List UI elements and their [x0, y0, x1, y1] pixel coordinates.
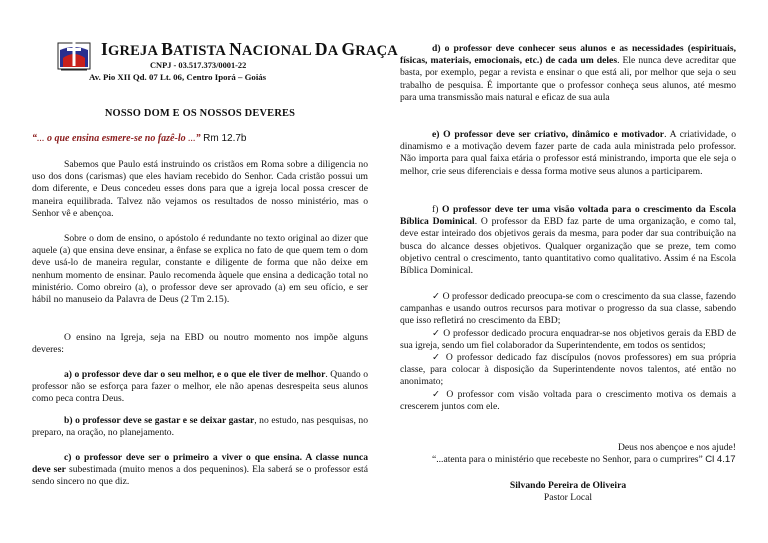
paragraph-intro: Sabemos que Paulo está instruindo os cristãos em Roma sobre a diligencia no uso dos dons (carismas) que eles haviam recebido do Senhor. Cada cristão possui um dom diferente, e Deus concedeu esses dons para que a igreja local possa crescer de maneira equilibrada. Talvez não vejamos os resultados de nosso ministério, mas o Senhor vê e abençoa. — [32, 159, 368, 219]
signer-name: Silvando Pereira de Oliveira — [509, 480, 627, 491]
signature-block — [400, 480, 736, 504]
check-icon: ✓ — [432, 388, 442, 400]
list-item: ✓ O professor dedicado preocupa-se com o crescimento da sua classe, fazendo campanhas e usando outros recursos para motivar o progresso da sua classe, sabendo que isso refletirá no crescimento da EBD; — [400, 291, 736, 327]
duty-c: c) o professor deve ser o primeiro a viver o que ensina. A classe nunca deve ser subestimada (muito menos a dos pequeninos). Ela saberá se o professor está sendo sincero no que diz. — [32, 452, 368, 488]
epigraph-quote: “... o que ensina esmere-se no fazê-lo ...” — [32, 133, 201, 144]
duty-d: d) o professor deve conhecer seus alunos e as necessidades (espirituais, físicas, materiais, emocionais, etc.) de cada um deles. Ele nunca deve acreditar que basta, por exemplo, pegar a revista e ensinar o que está ali, por melhor que seja o seu trabalho de pesquisa. É importante que o professor conheça seus alunos, até mesmo para uma transmissão mais natural e eficaz de sua aula — [400, 43, 737, 103]
church-logo — [57, 40, 91, 74]
closing-reference: Cl 4.17 — [705, 454, 736, 466]
closing-quote: “...atenta para o ministério que recebeste no Senhor, para o cumprires” Cl 4.17 — [432, 454, 736, 466]
church-name: IGREJA BATISTA NACIONAL DA GRAÇA — [101, 39, 398, 59]
epigraph — [32, 133, 368, 145]
page-title: NOSSO DOM E OS NOSSOS DEVERES — [104, 108, 296, 119]
list-item: ✓ O professor dedicado procura enquadrar-se nos objetivos gerais da EBD de sua igreja, sendo um fiel colaborador da Superintendente, em todos os sentidos; — [400, 327, 736, 351]
list-item: ✓ O professor com visão voltada para o crescimento motiva os demais a crescerem juntos com ele. — [400, 388, 736, 412]
duty-a: a) o professor deve dar o seu melhor, e o que ele tiver de melhor. Quando o professor não se esforça para fazer o melhor, ele não apenas desrespeita seus alunos como peca contra Deus. — [32, 369, 369, 405]
address: Av. Pio XII Qd. 07 Lt. 06, Centro Iporá – Goiás — [89, 72, 267, 82]
cnpj: CNPJ - 03.517.373/0001-22 — [150, 61, 247, 70]
check-icon: ✓ — [432, 291, 441, 302]
paragraph-duties-intro: O ensino na Igreja, seja na EBD ou noutro momento nos impõe alguns deveres: — [32, 332, 368, 356]
paragraph-gift-of-teaching: Sobre o dom de ensino, o apóstolo é redundante no texto original ao dizer que aquele (a) que ensina deve ensinar, a ênfase se explica no fato de que quem tem o dom deve usá-lo de maneira regular, constante e diligente de forma que não deixe em nenhum momento de ensinar. Paulo recomenda àquele que ensina a dedicação total no ministério. Como obreiro (a), o professor deve ser aprovado (a) em seu ofício, e ser hábil no manuseio da Palavra de Deus (2 Tm 2.15). — [32, 233, 368, 306]
checklist — [400, 291, 736, 413]
epigraph-reference: Rm 12.7b — [203, 133, 247, 144]
blessing: Deus nos abençoe e nos ajude! — [617, 442, 736, 453]
check-icon: ✓ — [432, 352, 442, 364]
duty-e: e) O professor deve ser criativo, dinâmico e motivador. A criatividade, o dinamismo e a motivação devem fazer parte de cada aula ministrada pelo professor. Não importa para qual faixa etária o professor está ministrando, importa que ele seja o melhor, crie seus diferenciais e dessa forma motive seus alunos a participarem. — [400, 129, 736, 177]
signer-role: Pastor Local — [543, 492, 593, 504]
closing — [400, 442, 736, 466]
check-icon: ✓ — [432, 327, 441, 339]
duty-b: b) o professor deve se gastar e se deixar gastar, no estudo, nas pesquisas, no preparo, na oração, no planejamento. — [32, 415, 368, 439]
duty-f: f) O professor deve ter uma visão voltada para o crescimento da Escola Bíblica Dominical. O professor da EBD faz parte de uma organização, e como tal, deve estar inteirado dos objetivos gerais da mesma, para poder dar sua contribuição na busca do alcance desses objetivos. Qualquer organização que se preze, tem como objetivo central o crescimento, tanto quantitativo como qualitativo. Assim é na Escola Bíblica Dominical. — [400, 204, 736, 277]
list-item: ✓ O professor dedicado faz discípulos (novos professores) em sua própria classe, para colocar à disposição da Superintendente novos talentos, até então no anonimato; — [400, 352, 736, 388]
